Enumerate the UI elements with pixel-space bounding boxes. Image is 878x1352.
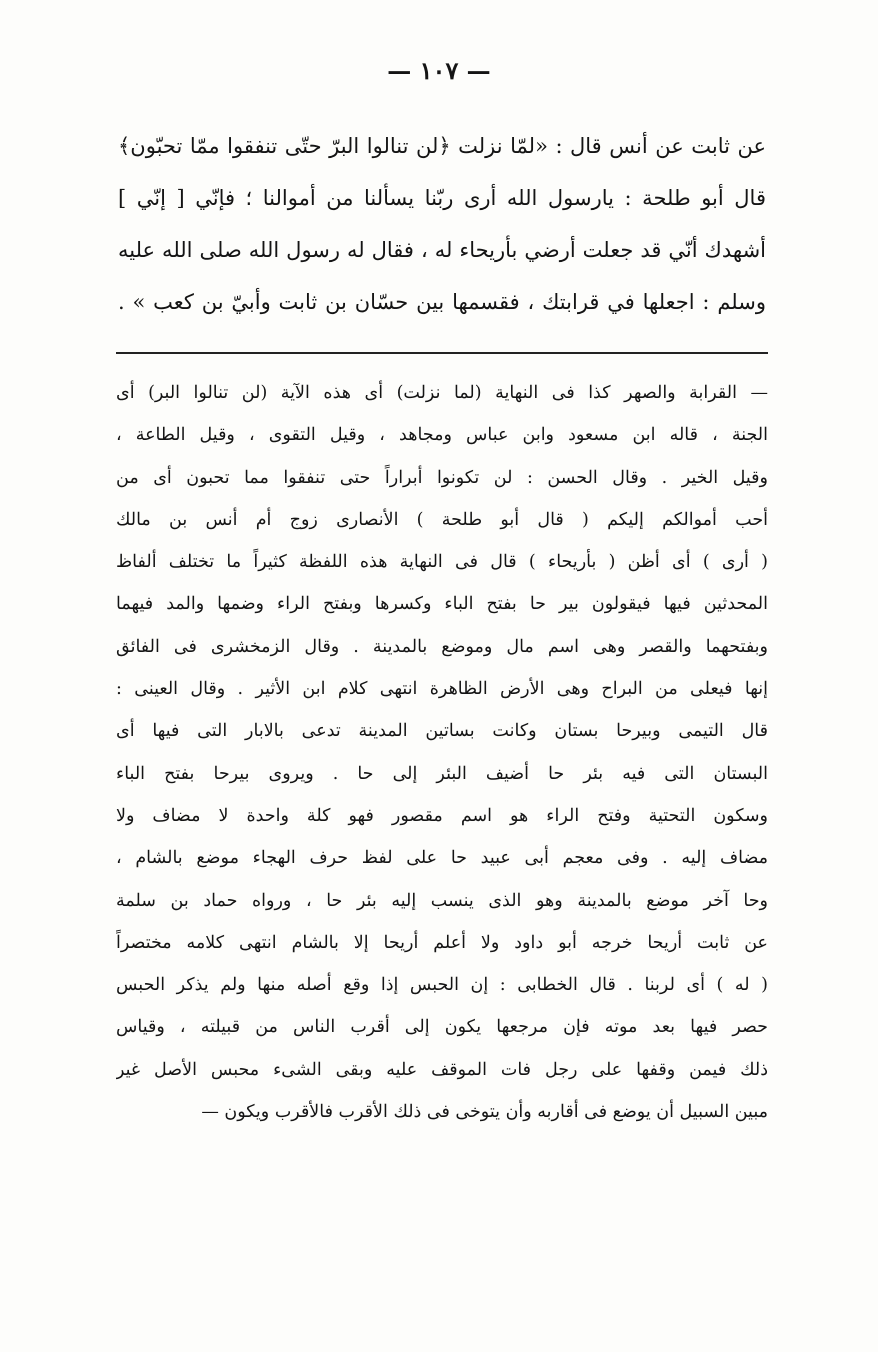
section-divider: [116, 352, 768, 354]
commentary-line: مضاف إليه . وفى معجم أبى عبيد حا على لفظ حرف الهجاء موضع بالشام ،: [116, 848, 768, 869]
commentary-line: المحدثين فيها فيقولون بير حا بفتح الباء وكسرها وبفتح الراء وضمها والمد فيهما: [116, 594, 768, 615]
commentary-line: إنها فيعلى من البراح وهى الأرض الظاهرة انتهى كلام ابن الأثير . وقال العينى :: [116, 679, 768, 700]
commentary-line: وحا آخر موضع بالمدينة وهو الذى ينسب إليه بئر حا ، ورواه حماد بن سلمة: [116, 890, 768, 911]
commentary-block: [116, 372, 768, 1133]
commentary-line: ( له ) أى لربنا . قال الخطابى : إن الحبس إذا وقع أصله منها ولم يذكر الحبس: [116, 975, 768, 996]
commentary-line: عن ثابت أريحا خرجه أبو داود ولا أعلم أريحا إلا بالشام انتهى كلامه مختصراً: [116, 932, 768, 953]
commentary-line: أحب أموالكم إليكم ( قال أبو طلحة ) الأنصارى زوج أم أنس بن مالك: [116, 509, 768, 530]
main-text-line: عن ثابت عن أنس قال : «لمّا نزلت ﴿لن تنالوا البرّ حتّى تنفقوا ممّا تحبّون﴾: [118, 134, 766, 158]
commentary-line: وسكون التحتية وفتح الراء هو اسم مقصور فهو كلة واحدة لا مضاف ولا: [116, 805, 768, 826]
commentary-line: وبفتحهما والقصر وهى اسم مال وموضع بالمدينة . وقال الزمخشرى فى الفائق: [116, 636, 768, 657]
commentary-line: الجنة ، قاله ابن مسعود وابن عباس ومجاهد ، وقيل التقوى ، وقيل الطاعة ،: [116, 425, 768, 446]
commentary-line: — القرابة والصهر كذا فى النهاية (لما نزلت) أى هذه الآية (لن تنالوا البر) أى: [116, 383, 768, 403]
main-text-line: قال أبو طلحة : يارسول الله أرى ربّنا يسألنا من أموالنا ؛ فإنّي [ إنّي ]: [118, 186, 766, 210]
commentary-line: وقيل الخير . وقال الحسن : لن تكونوا أبراراً حتى تنفقوا مما تحبون أى من: [116, 467, 768, 488]
page-number: — ١٠٧ —: [387, 56, 491, 85]
commentary-line: قال التيمى وبيرحا بستان وكانت بساتين المدينة تدعى بالابار التى فيها أى: [116, 721, 768, 742]
commentary-line: مبين السبيل أن يوضع فى أقاربه وأن يتوخى فى ذلك الأقرب فالأقرب ويكون —: [201, 1102, 768, 1123]
commentary-line: ( أرى ) أى أظن ( بأريحاء ) قال فى النهاية هذه اللفظة كثيراً ما تختلف ألفاظ: [116, 552, 768, 573]
commentary-line: ذلك فيمن وقفها على رجل فات الموقف عليه وبقى الشىء محبس الأصل غير: [116, 1059, 768, 1080]
main-text-line: أشهدك أنّي قد جعلت أرضي بأريحاء له ، فقال له رسول الله صلى الله عليه: [118, 238, 766, 262]
main-text-line: وسلم : اجعلها في قرابتك ، فقسمها بين حسّان بن ثابت وأبيّ بن كعب » .: [118, 290, 766, 314]
main-text-block: [118, 120, 766, 328]
commentary-line: البستان التى فيه بئر حا أضيف البئر إلى حا . ويروى بيرحا بفتح الباء: [116, 763, 768, 784]
commentary-line: حصر فيها بعد موته فإن مرجعها يكون إلى أقرب الناس من قبيلته ، وقياس: [116, 1017, 768, 1038]
